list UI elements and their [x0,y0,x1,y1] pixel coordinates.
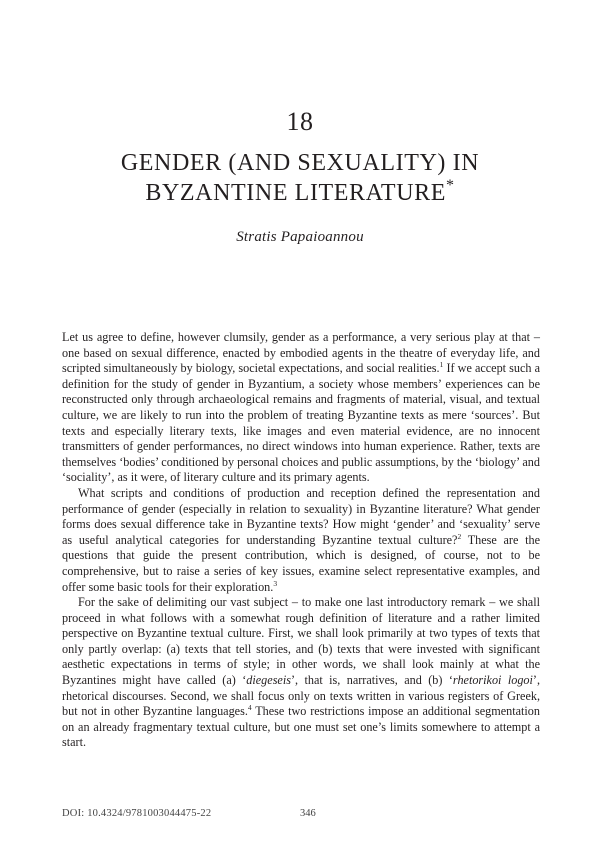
paragraph-2 [62,486,540,595]
chapter-title-line-2-text: BYZANTINE LITERATURE [145,180,446,206]
paragraph-text: These two restrictions impose an additional segmentation on an already fragmentary textual culture, but one must set one’s limits somewhere to attempt a start. [62,704,540,750]
footnote-marker: 4 [247,703,252,713]
paragraph-text: Let us agree to define, however clumsily, gender as a performance, a very serious play at that – one based on sexual difference, enacted by embodied agents in the theatre of everyday life, and scripted simultaneously by biology, societal expectations, and social realities. [62,330,540,376]
italic-term: diegeseis [246,673,291,688]
body-text [62,330,540,751]
paragraph-3 [62,595,540,751]
title-footnote-mark: * [446,177,455,194]
author-name: Stratis Papaioannou [236,229,364,245]
chapter-title-line-1: GENDER (AND SEXUALITY) IN [120,150,480,176]
paragraph-text: For the sake of delimiting our vast subject – to make one last introductory remark – we shall proceed in what follows with a somewhat rough definition of literature and a rather limited perspective on Byzantine textual culture. First, we shall look primarily at two types of texts that only partly overlap: (a) texts that tell stories, and (b) texts that were invested with significant aesthetic expectations in terms of style; in other words, we shall look mainly at what the Byzantines might have called (a) ‘ [62,595,540,688]
chapter-title [60,148,540,208]
footnote-marker: 2 [457,531,462,541]
paragraph-text: These are the questions that guide the present contribution, which is designed, of course, not to be comprehensive, but to raise a series of key issues, examine select representative examples, and offer some basic tools for their exploration. [62,532,540,594]
paragraph-text: What scripts and conditions of production and reception defined the representation and performance of gender (especially in relation to sexuality) in Byzantine literature? What gender forms does sexual difference take in Byzantine texts? How might ‘gender’ and ‘sexuality’ serve as useful analytical categories for understanding Byzantine textual culture? [62,485,540,547]
paragraph-text: If we accept such a definition for the study of gender in Byzantium, a society whose members’ experiences can be reconstructed only through archaeological remains and fragments of material, visual, and textual culture, we are likely to run into the problem of treating Byzantine texts as mere ‘sources’. But texts and especially literary texts, like images and even material evidence, are no innocent transmitters of gender performances, no direct windows into human experience. Rather, texts are themselves ‘bodies’ conditioned by personal choices and public assumptions, by the ‘biology’ and ‘sociality’, as it were, of literary culture and its primary agents. [62,361,540,485]
chapter-number: 18 [286,107,314,136]
paragraph-text: ’, rhetorical discourses. Second, we shall focus only on texts written in various registers of Greek, but not in other Byzantine languages. [62,673,541,719]
footnote-marker: 3 [273,578,278,588]
footnote-marker: 1 [439,360,444,370]
paragraph-1 [62,330,540,486]
italic-term: rhetorikoi logoi [452,673,533,688]
page-number: 346 [300,808,316,819]
paragraph-text: ’, that is, narratives, and (b) ‘ [290,673,453,688]
chapter-title-line-2 [60,178,540,208]
doi-text: DOI: 10.4324/9781003044475-22 [62,808,212,819]
